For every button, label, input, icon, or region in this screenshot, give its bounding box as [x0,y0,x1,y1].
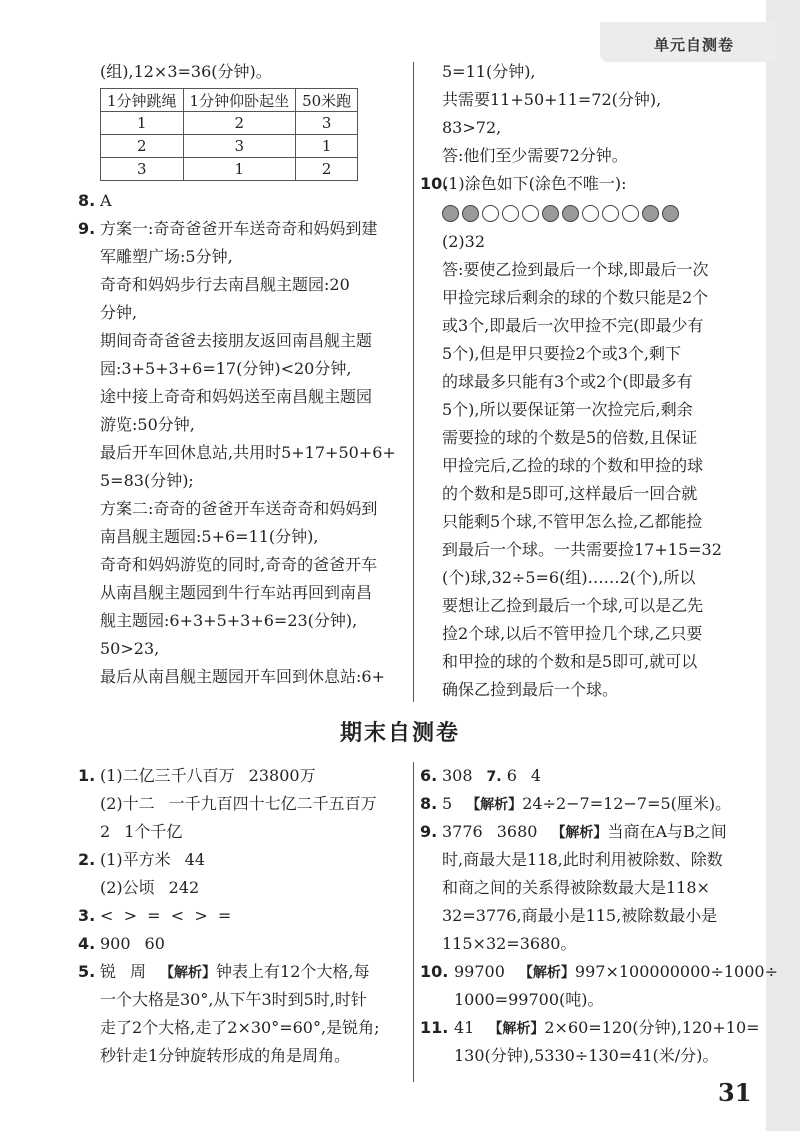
answer-text: 3680 [496,822,538,841]
answer-text: 997×100000000÷1000÷ [574,962,778,981]
question-number: 9. [78,219,96,238]
answer-text: 周 [130,962,147,981]
answer-line: 或3个,即最后一次甲捡不完(即最少有 [442,316,704,335]
table-header: 1分钟跳绳 [101,89,184,112]
answer-line: 答:要使乙捡到最后一个球,即最后一次 [442,260,709,279]
answer-line: (个)球,32÷5=6(组)……2(个),所以 [442,568,696,587]
answer-text: 99700 [454,962,505,981]
filled-circle [562,205,579,222]
answer-text: 4 [530,766,542,785]
answer-line: 捡2个球,以后不管甲捡几个球,乙只要 [442,624,703,643]
answer-text: 308 [442,766,473,785]
table-cell: 1 [101,112,184,135]
filled-circle [442,205,459,222]
answer-line: 南昌舰主题园:5+6=11(分钟), [100,527,319,546]
answer-line: 到最后一个球。一共需要捡17+15=32 [442,540,722,559]
answer-8-final [420,790,750,818]
answer-text: 242 [168,878,200,897]
empty-circle [522,205,539,222]
answer-5 [78,958,408,1070]
answer-text: 2 [100,822,111,841]
empty-circle [482,205,499,222]
filled-circle [642,205,659,222]
answer-line: 答:他们至少需要72分钟。 [442,146,628,165]
filled-circle [662,205,679,222]
answer-text: 41 [454,1018,475,1037]
answer-line: (1)涂色如下(涂色不唯一): [442,174,627,193]
answer-line: 从南昌舰主题园到牛行车站再回到南昌 [100,583,373,602]
answer-line: 需要捡的球的个数是5的倍数,且保证 [442,428,698,447]
answer-1 [78,762,408,846]
answer-line: 分钟, [100,303,138,322]
answer-line: 奇奇和妈妈步行去南昌舰主题园:20 [100,275,350,294]
answer-line: 5个),所以要保证第一次捡完后,剩余 [442,400,693,419]
answer-line: 共需要11+50+11=72(分钟), [442,90,662,109]
section-title: 期末自测卷 [339,721,460,746]
answer-11-final [420,1014,760,1070]
answer-line: 奇奇和妈妈游览的同时,奇奇的爸爸开车 [100,555,378,574]
filled-circle [462,205,479,222]
answer-text: A [100,191,112,210]
page-number: 31 [718,1078,752,1107]
empty-circle [602,205,619,222]
question-number: 4. [78,934,96,953]
column-divider-top [413,62,414,702]
table-row [101,112,358,135]
analysis-tag: 【解析】 [160,965,217,981]
answer-line: 方案二:奇奇的爸爸开车送奇奇和妈妈到 [100,499,378,518]
answer-line: 5个),但是甲只要捡2个或3个,剩下 [442,344,681,363]
answer-line: 83>72, [442,118,502,137]
answer-9-final [420,818,750,958]
table-cell: 2 [296,158,358,181]
answer-line: 1000=99700(吨)。 [454,990,604,1009]
answer-line: 和商之间的关系得被除数最大是118× [442,878,710,897]
table-cell: 2 [101,135,184,158]
filled-circle [542,205,559,222]
answer-line: (2)32 [442,232,486,251]
table-header: 50米跑 [296,89,358,112]
table-header-row [101,89,358,112]
answer-text: < > = < > = [100,906,232,925]
left-column-top [78,58,408,691]
answer-line: 军雕塑广场:5分钟, [100,247,233,266]
answer-9-continued [420,58,750,170]
question-number: 5. [78,962,96,981]
question-number: 8. [420,794,438,813]
table-cell: 1 [183,158,296,181]
answer-line: 秒针走1分钟旋转形成的角是周角。 [100,1046,351,1065]
answer-text: (2)十二 [100,794,155,813]
answer-text: 1个千亿 [124,822,183,841]
column-divider-bottom [413,762,414,1082]
analysis-tag: 【解析】 [551,825,608,841]
answer-line: 途中接上奇奇和妈妈送至南昌舰主题园 [100,387,373,406]
left-column-bottom [78,762,408,1070]
answer-text: (2)公顷 [100,878,155,897]
table-row [101,135,358,158]
continuation-line: (组),12×3=36(分钟)。 [100,62,272,81]
table-cell: 1 [296,135,358,158]
answer-6-7 [420,762,750,790]
empty-circle [582,205,599,222]
answer-text: 当商在A与B之间 [607,822,727,841]
answer-line: 时,商最大是118,此时利用被除数、除数 [442,850,723,869]
answer-text: 60 [144,934,165,953]
header-label: 单元自测卷 [654,36,735,54]
answer-line: 5=11(分钟), [442,62,536,81]
question-number: 7. [486,769,502,785]
analysis-tag: 【解析】 [488,1021,545,1037]
answer-line: 期间奇奇爸爸去接朋友返回南昌舰主题 [100,331,373,350]
table-cell: 3 [101,158,184,181]
table-cell: 2 [183,112,296,135]
analysis-tag: 【解析】 [518,965,575,981]
question-number: 8. [78,191,96,210]
answer-text: 5 [442,794,453,813]
answer-line: 甲捡完后,乙捡的球的个数和甲捡的球 [442,456,704,475]
question-number: 6. [420,766,438,785]
answer-text: (1)平方米 [100,850,171,869]
question-number: 11. [420,1018,449,1037]
answer-line: 方案一:奇奇爸爸开车送奇奇和妈妈到建 [100,219,378,238]
answer-line: 一个大格是30°,从下午3时到5时,时针 [100,990,367,1009]
table-cell: 3 [296,112,358,135]
question-number: 9. [420,822,438,841]
answer-9 [78,215,408,691]
analysis-tag: 【解析】 [466,797,523,813]
answer-text: 钟表上有12个大格,每 [216,962,370,981]
answer-text: 23800万 [248,766,316,785]
answer-line: 最后从南昌舰主题园开车回到休息站:6+ [100,667,385,686]
answer-line: 舰主题园:6+3+5+3+6=23(分钟), [100,611,358,630]
answer-text: (1)二亿三千八百万 [100,766,235,785]
question-number: 10. [420,962,449,981]
answer-line: 甲捡完球后剩余的球的个数只能是2个 [442,288,709,307]
answer-text: 3776 [442,822,483,841]
table-header: 1分钟仰卧起坐 [183,89,296,112]
answer-text: 锐 [100,962,117,981]
answer-10 [420,170,750,198]
table-row [101,158,358,181]
answer-text: 44 [184,850,206,869]
question-number: 2. [78,850,96,869]
empty-circle [622,205,639,222]
answer-line: 130(分钟),5330÷130=41(米/分)。 [454,1046,719,1065]
answer-line: 的个数和是5即可,这样最后一回合就 [442,484,698,503]
answer-line: 50>23, [100,639,160,658]
answer-line: 和甲捡的球的个数和是5即可,就可以 [442,652,698,671]
answer-2 [78,846,408,902]
answer-line: 的球最多只能有3个或2个(即最多有 [442,372,693,391]
answer-text: 900 [100,934,131,953]
answer-line: 走了2个大格,走了2×30°=60°,是锐角; [100,1018,380,1037]
answer-3 [78,902,408,930]
question-number: 10. [420,174,449,193]
table-cell: 3 [183,135,296,158]
answer-line: 确保乙捡到最后一个球。 [442,680,619,699]
answer-8 [78,187,408,215]
answer-line: 游览:50分钟, [100,415,195,434]
empty-circle [502,205,519,222]
answer-text: 24÷2−7=12−7=5(厘米)。 [522,794,732,813]
answer-line: 5=83(分钟); [100,471,194,490]
answer-10-final [420,958,778,1014]
answer-line: 要想让乙捡到最后一个球,可以是乙先 [442,596,704,615]
answer-text: 一千九百四十七亿二千五百万 [168,794,377,813]
answer-text: 2×60=120(分钟),120+10= [544,1018,760,1037]
answer-10-body [420,228,750,704]
answer-line: 32=3776,商最小是115,被除数最小是 [442,906,718,925]
coloring-circles [420,198,750,228]
question-number: 3. [78,906,96,925]
right-column-top [420,58,750,704]
answer-4 [78,930,408,958]
question-number: 1. [78,766,96,785]
answer-line: 园:3+5+3+6=17(分钟)<20分钟, [100,359,352,378]
arrangement-table [100,88,358,181]
right-column-bottom [420,762,778,1070]
answer-line: 115×32=3680。 [442,934,577,953]
answer-text: 6 [506,766,517,785]
answer-line: 最后开车回休息站,共用时5+17+50+6+ [100,443,396,462]
answer-line: 只能剩5个球,不管甲怎么捡,乙都能捡 [442,512,703,531]
